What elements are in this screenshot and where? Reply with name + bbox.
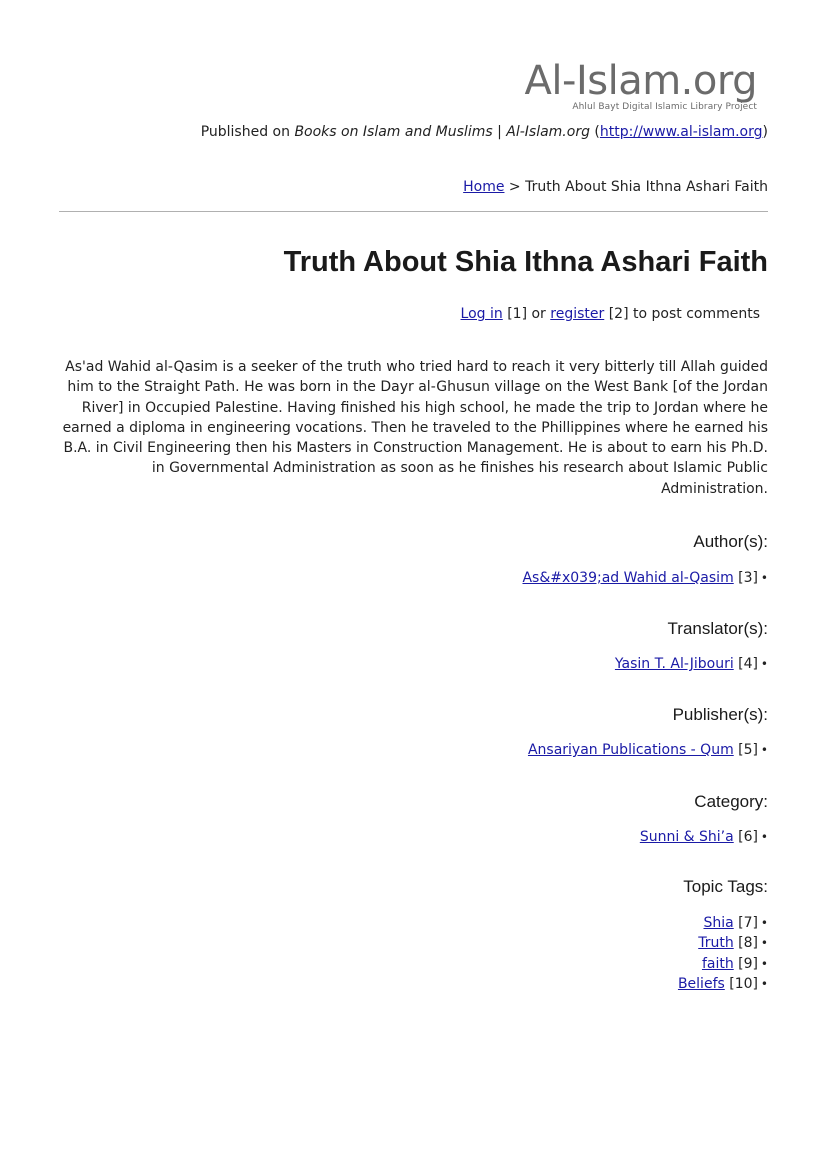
author-ref: [3]: [733, 570, 758, 586]
author-link[interactable]: As&#x039;ad Wahid al-Qasim: [522, 570, 734, 586]
translator-link[interactable]: Yasin T. Al-Jibouri: [614, 656, 734, 672]
tag-ref: [10]: [724, 976, 758, 992]
bullet-icon: •: [760, 830, 768, 844]
tag-link-truth[interactable]: Truth: [698, 935, 734, 951]
translator-ref: [4]: [733, 656, 758, 672]
translator-item: [615, 656, 768, 672]
translators-label: Translator(s):: [667, 619, 768, 638]
site-logo[interactable]: [517, 60, 757, 120]
logo-tagline: Ahlul Bayt Digital Islamic Library Project: [572, 102, 757, 112]
book-description: As'ad Wahid al-Qasim is a seeker of the truth who tried hard to reach it very bitterly till Allah guided him to the Straight Path. He was born in the Dayr al-Ghusun village on the West Bank [of the Jordan River] in Occupied Palestine. Having finished his high school, he made the trip to Jordan where he earned a diploma in engineering vocations. Then he traveled to the Phillippines where he earned his B.A. in Civil Engineering then his Masters in Construction Management. He is about to earn his Ph.D. in Governmental Administration as soon as he finishes his research about Islamic Public Administration.: [62, 359, 768, 497]
page-title: Truth About Shia Ithna Ashari Faith: [283, 246, 768, 278]
breadcrumb-home-link[interactable]: Home: [463, 179, 505, 195]
publisher-item: [528, 742, 768, 758]
register-link[interactable]: register: [550, 306, 605, 322]
authors-label: Author(s):: [693, 532, 768, 551]
tags-label: Topic Tags:: [683, 877, 768, 896]
tag-link-faith[interactable]: faith: [701, 956, 734, 972]
tag-item: [678, 976, 768, 992]
category-ref: [6]: [733, 829, 758, 845]
comment-auth-line: [461, 306, 760, 322]
site-url-link[interactable]: http://www.al-islam.org: [599, 124, 763, 140]
bullet-icon: •: [760, 977, 768, 991]
tag-item: [698, 935, 768, 951]
breadcrumb-separator: >: [504, 179, 526, 195]
tag-ref: [9]: [733, 956, 758, 972]
tag-link-beliefs[interactable]: Beliefs: [677, 976, 725, 992]
paren-open: (: [589, 124, 600, 140]
register-ref: [2] to post comments: [604, 306, 760, 322]
bullet-icon: •: [760, 936, 768, 950]
category-link[interactable]: Sunni & Shi’a: [639, 829, 734, 845]
bullet-icon: •: [760, 916, 768, 930]
tag-ref: [8]: [733, 935, 758, 951]
login-link[interactable]: Log in: [460, 306, 503, 322]
header-divider: [59, 211, 768, 212]
logo-wordmark: Al-Islam.org: [524, 58, 757, 104]
tag-item: [702, 956, 768, 972]
bullet-icon: •: [760, 571, 768, 585]
tag-item: [703, 915, 768, 931]
tag-ref: [7]: [733, 915, 758, 931]
tag-link-shia[interactable]: Shia: [703, 915, 734, 931]
publisher-link[interactable]: Ansariyan Publications - Qum: [527, 742, 734, 758]
site-name: Books on Islam and Muslims | Al-Islam.org: [294, 124, 590, 140]
bullet-icon: •: [760, 657, 768, 671]
published-prefix: Published on: [200, 124, 295, 140]
category-label: Category:: [694, 792, 768, 811]
publishers-label: Publisher(s):: [672, 705, 768, 724]
author-item: [522, 570, 768, 586]
published-line: [201, 124, 768, 140]
category-item: [640, 829, 768, 845]
login-ref: [1] or: [502, 306, 551, 322]
paren-close: ): [762, 124, 768, 140]
breadcrumb-current: Truth About Shia Ithna Ashari Faith: [525, 179, 768, 195]
bullet-icon: •: [760, 743, 768, 757]
bullet-icon: •: [760, 957, 768, 971]
publisher-ref: [5]: [733, 742, 758, 758]
breadcrumb: [463, 179, 768, 195]
